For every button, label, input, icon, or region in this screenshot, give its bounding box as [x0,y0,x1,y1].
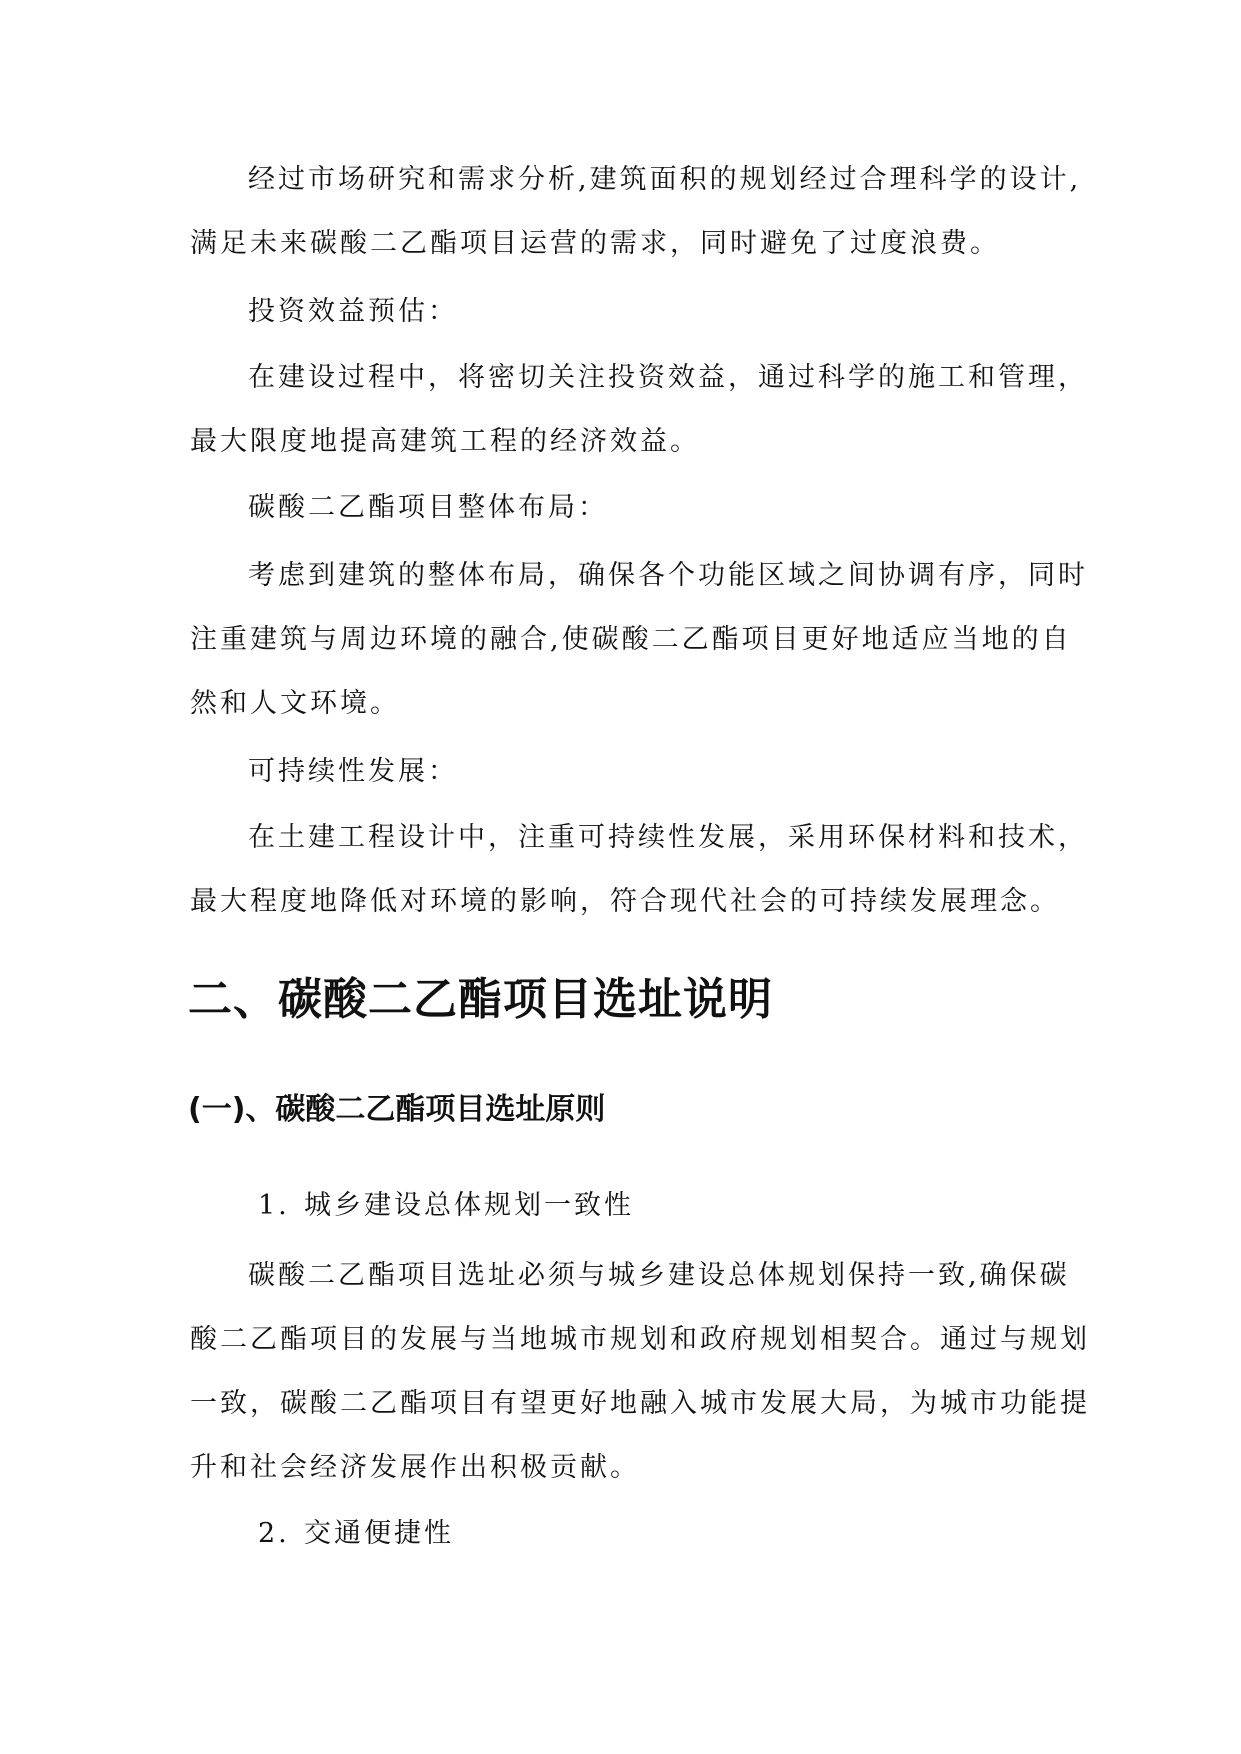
paragraph-line: 在土建工程设计中，注重可持续性发展，采用环保材料和技术， [248,822,1088,853]
section-label-layout: 碳酸二乙酯项目整体布局： [248,492,608,523]
list-item-2 [258,1514,454,1554]
paragraph-line: 最大限度地提高建筑工程的经济效益。 [190,426,700,457]
list-item-label: 城乡建设总体规划一致性 [304,1190,634,1221]
list-item-1 [258,1186,634,1226]
subsection-heading: (一)、碳酸二乙酯项目选址原则 [188,1092,606,1127]
section-label-sustainability: 可持续性发展： [248,756,458,787]
paragraph-line: 考虑到建筑的整体布局，确保各个功能区域之间协调有序，同时 [248,560,1088,591]
paragraph-line: 一致，碳酸二乙酯项目有望更好地融入城市发展大局，为城市功能提 [190,1388,1090,1419]
paragraph-line: 最大程度地降低对环境的影响，符合现代社会的可持续发展理念。 [190,886,1060,917]
list-item-label: 交通便捷性 [304,1518,454,1549]
paragraph-line: 经过市场研究和需求分析,建筑面积的规划经过合理科学的设计, [248,164,1082,195]
paragraph-line: 满足未来碳酸二乙酯项目运营的需求，同时避免了过度浪费。 [190,228,1000,259]
paragraph-line: 注重建筑与周边环境的融合,使碳酸二乙酯项目更好地适应当地的自 [190,624,1072,655]
list-number: 1. [258,1190,290,1221]
paragraph-line: 酸二乙酯项目的发展与当地城市规划和政府规划相契合。通过与规划 [190,1324,1090,1355]
paragraph-line: 在建设过程中，将密切关注投资效益，通过科学的施工和管理， [248,362,1088,393]
paragraph-line: 碳酸二乙酯项目选址必须与城乡建设总体规划保持一致,确保碳 [248,1260,1070,1291]
section-label-investment: 投资效益预估： [248,296,458,327]
paragraph-line: 升和社会经济发展作出积极贡献。 [190,1452,640,1483]
paragraph-line: 然和人文环境。 [190,688,400,719]
section-heading: 二、碳酸二乙酯项目选址说明 [188,974,773,1025]
list-number: 2. [258,1518,290,1549]
